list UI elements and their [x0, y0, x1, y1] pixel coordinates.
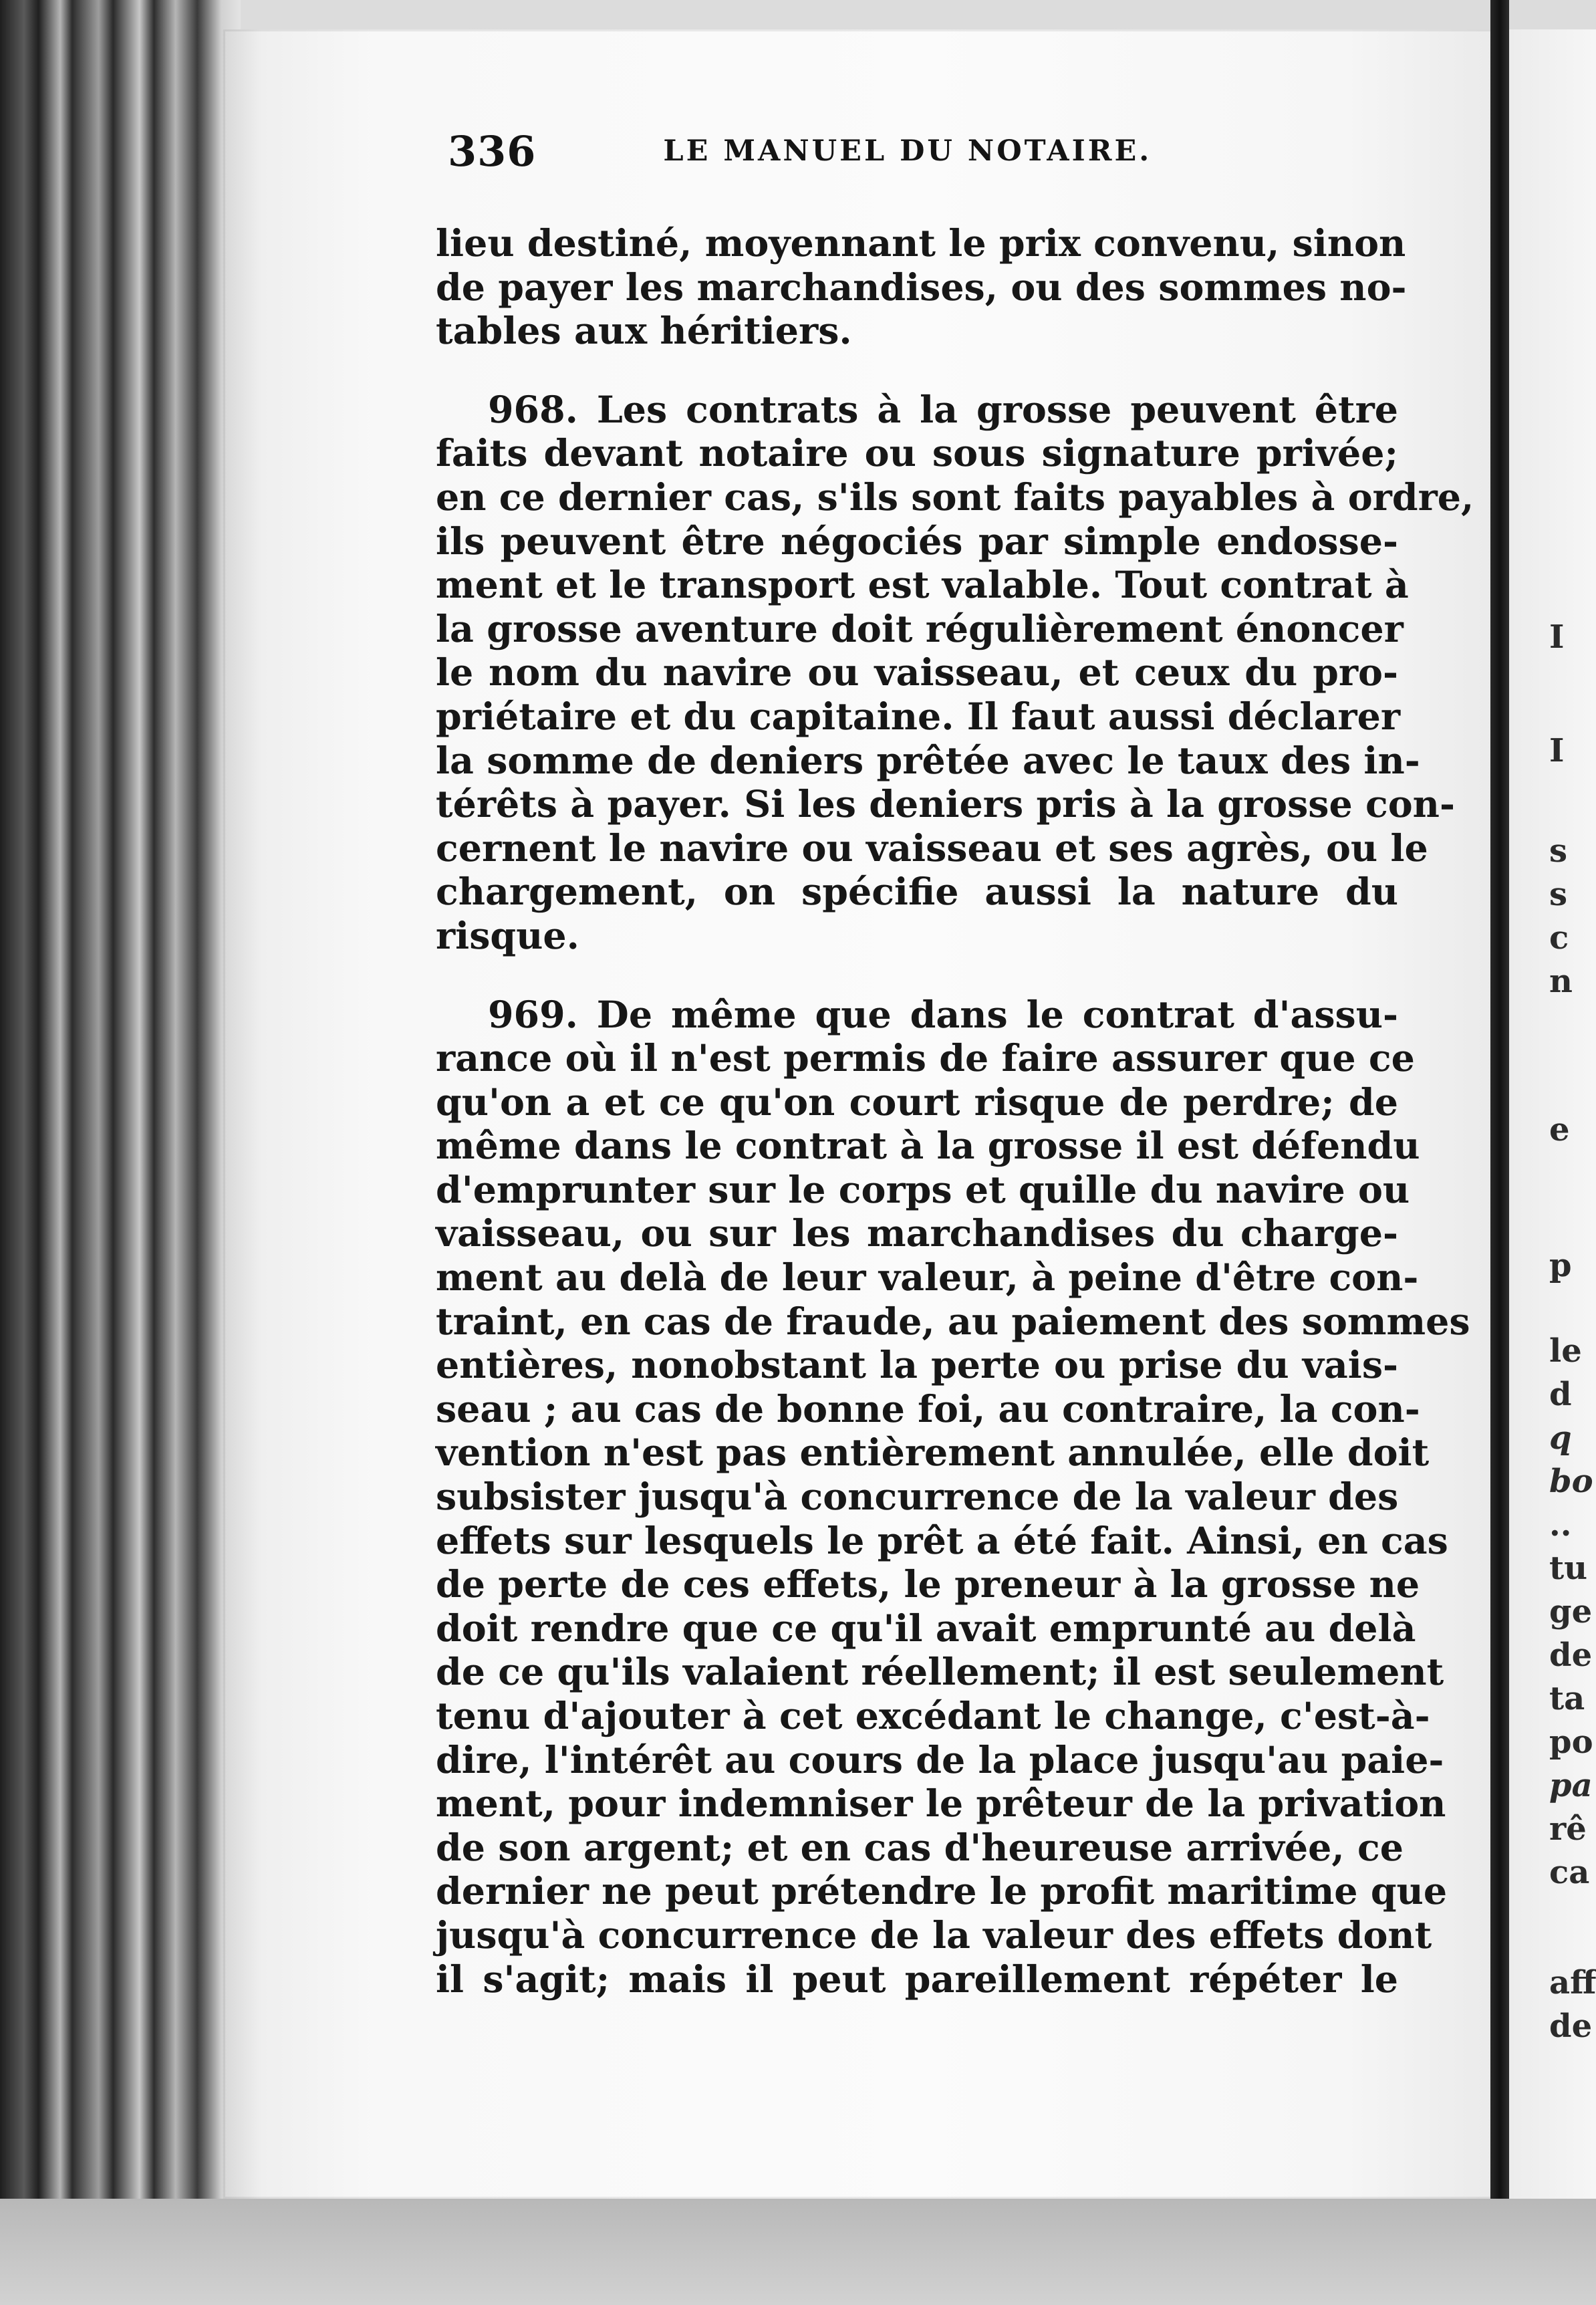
paragraph-text: Les contrats à la grosse peuvent être — [596, 388, 1398, 432]
paragraph-number: 968. — [488, 388, 578, 432]
text-line: priétaire et du capitaine. Il faut aussi déclarer — [436, 695, 1400, 739]
paragraph-spacing — [436, 354, 1398, 388]
text-line: traint, en cas de fraude, au paiement des sommes — [436, 1300, 1470, 1344]
fragment: p — [1549, 1247, 1572, 1284]
text-line: ment et le transport est valable. Tout contrat à — [436, 564, 1409, 608]
text-line: entières, nonobstant la perte ou prise du vais- — [436, 1344, 1398, 1388]
text-line: effets sur lesquels le prêt a été fait. Ainsi, en cas — [436, 1519, 1448, 1563]
fragment: s — [1549, 832, 1568, 870]
text-line: térêts à payer. Si les deniers pris à la grosse con- — [436, 783, 1455, 827]
text-line: chargement, on spécifie aussi la nature du — [436, 870, 1398, 915]
running-title: LE MANUEL DU NOTAIRE. — [663, 134, 1152, 168]
text-line — [436, 993, 1398, 1038]
text-line: d'emprunter sur le corps et quille du navire ou — [436, 1168, 1410, 1212]
fragment: ta — [1549, 1680, 1585, 1717]
fragment: le — [1549, 1332, 1582, 1370]
paragraph-968 — [436, 388, 1474, 959]
page-header — [448, 124, 1404, 178]
text-line: de perte de ces effets, le preneur à la grosse ne — [436, 1563, 1420, 1607]
fragment: aff — [1549, 1964, 1596, 2001]
text-line: ment, pour indemniser le prêteur de la privation — [436, 1782, 1446, 1826]
fragment: e — [1549, 1111, 1570, 1148]
text-line: risque. — [436, 914, 579, 958]
fragment: I — [1549, 732, 1565, 769]
fragment: .. — [1549, 1506, 1572, 1544]
adjacent-page-fragments — [1537, 0, 1596, 2305]
text-line: ment au delà de leur valeur, à peine d'être con- — [436, 1256, 1419, 1300]
page-number: 336 — [448, 126, 537, 176]
fragment: ge — [1549, 1593, 1593, 1630]
intro-paragraph — [436, 222, 1407, 354]
text-line: subsister jusqu'à concurrence de la valeur des — [436, 1475, 1399, 1520]
fragment: ca — [1549, 1854, 1590, 1891]
binding-shadow — [1490, 0, 1509, 2305]
text-line: dire, l'intérêt au cours de la place jusqu'au paie- — [436, 1738, 1444, 1782]
text-line: il s'agit; mais il peut pareillement répéter le — [436, 1957, 1398, 2001]
paragraph-text: De même que dans le contrat d'assu- — [596, 993, 1398, 1037]
text-line: la somme de deniers prêtée avec le taux des in- — [436, 739, 1420, 783]
text-line: qu'on a et ce qu'on court risque de perdre; de — [436, 1080, 1398, 1124]
paragraph-spacing — [436, 959, 1398, 993]
fragment: d — [1549, 1376, 1572, 1413]
page-body — [436, 222, 1474, 2001]
text-line: de ce qu'ils valaient réellement; il est seulement — [436, 1651, 1444, 1695]
fragment: bo — [1549, 1463, 1593, 1500]
fragment: tu — [1549, 1550, 1588, 1587]
scan-bottom-edge — [0, 2199, 1596, 2305]
text-line: même dans le contrat à la grosse il est défendu — [436, 1124, 1420, 1169]
text-line: jusqu'à concurrence de la valeur des effets dont — [436, 1913, 1432, 1957]
fragment: c — [1549, 919, 1569, 957]
paragraph-969 — [436, 993, 1470, 2002]
fragment: s — [1549, 876, 1568, 913]
book-spine — [0, 0, 241, 2305]
text-line: en ce dernier cas, s'ils sont faits payables à ordre, — [436, 475, 1474, 519]
text-line: dernier ne peut prétendre le profit maritime que — [436, 1870, 1448, 1914]
fragment: q — [1549, 1419, 1572, 1457]
text-line: faits devant notaire ou sous signature privée; — [436, 432, 1398, 476]
fragment: n — [1549, 963, 1573, 1000]
text-line: cernent le navire ou vaisseau et ses agrès, ou le — [436, 826, 1428, 870]
text-line — [436, 388, 1398, 433]
text-line: tables aux héritiers. — [436, 310, 852, 354]
text-line: la grosse aventure doit régulièrement énoncer — [436, 607, 1404, 651]
fragment: de — [1549, 1636, 1593, 1674]
text-line: tenu d'ajouter à cet excédant le change, c'est-à- — [436, 1695, 1430, 1738]
text-line: vention n'est pas entièrement annulée, elle doit — [436, 1431, 1430, 1475]
text-line: seau ; au cas de bonne foi, au contraire, la con- — [436, 1387, 1420, 1431]
text-line: le nom du navire ou vaisseau, et ceux du pro- — [436, 651, 1398, 695]
fragment: de — [1549, 2008, 1593, 2045]
text-line: rance où il n'est permis de faire assurer que ce — [436, 1037, 1415, 1081]
text-line: vaisseau, ou sur les marchandises du charge- — [436, 1212, 1398, 1256]
text-line: lieu destiné, moyennant le prix convenu, sinon — [436, 222, 1406, 265]
fragment: I — [1549, 618, 1565, 656]
fragment: rê — [1549, 1810, 1587, 1848]
text-line: doit rendre que ce qu'il avait emprunté au delà — [436, 1606, 1416, 1651]
text-line: ils peuvent être négociés par simple endosse- — [436, 519, 1398, 564]
paragraph-number: 969. — [488, 993, 578, 1037]
fragment: pa — [1549, 1767, 1593, 1804]
fragment: po — [1549, 1723, 1593, 1761]
text-line: de son argent; et en cas d'heureuse arrivée, ce — [436, 1826, 1404, 1870]
text-line: de payer les marchandises, ou des sommes no- — [436, 265, 1407, 310]
